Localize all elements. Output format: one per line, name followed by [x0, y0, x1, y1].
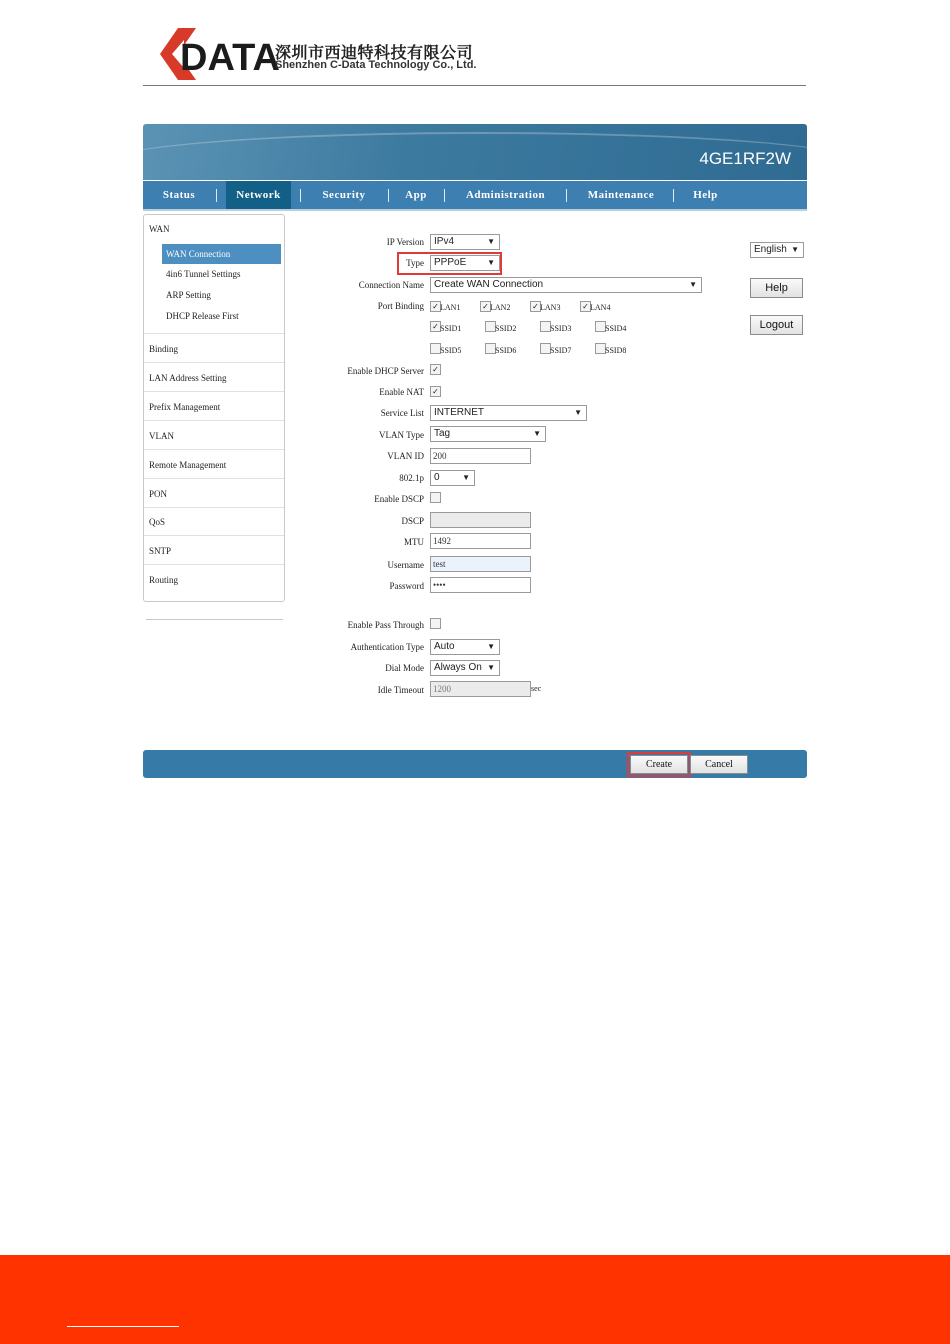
connection-name-value: Create WAN Connection: [434, 279, 544, 290]
password-label: Password: [389, 581, 424, 591]
nav-status[interactable]: Status: [162, 189, 196, 201]
vlan-id-label: VLAN ID: [387, 451, 424, 461]
nav-network[interactable]: Network: [226, 181, 291, 209]
lan1-label: LAN1: [440, 303, 461, 312]
idle-timeout-label: Idle Timeout: [377, 685, 424, 695]
nav-security[interactable]: Security: [322, 189, 366, 201]
language-value: English: [754, 244, 787, 255]
username-label: Username: [387, 560, 424, 570]
8021p-value: 0: [434, 472, 440, 483]
password-input[interactable]: ••••: [430, 577, 531, 593]
enable-dhcp-server-label: Enable DHCP Server: [347, 366, 424, 376]
enable-pass-through-label: Enable Pass Through: [347, 620, 424, 630]
sidebar-divider: [144, 362, 284, 363]
sidebar-divider: [144, 478, 284, 479]
enable-pass-through-checkbox[interactable]: [430, 618, 441, 629]
nav-separator: [673, 189, 674, 202]
sidebar-item-arp-setting[interactable]: ARP Setting: [166, 290, 211, 300]
main-nav: [143, 181, 807, 211]
lan2-checkbox[interactable]: ✓: [480, 301, 491, 312]
device-model: 4GE1RF2W: [699, 149, 791, 168]
footer-rule: [67, 1326, 179, 1327]
nav-separator: [216, 189, 217, 202]
lan3-label: LAN3: [540, 303, 561, 312]
dial-mode-label: Dial Mode: [385, 663, 424, 673]
idle-timeout-input[interactable]: 1200: [430, 681, 531, 697]
chevron-down-icon: ▼: [791, 245, 799, 254]
sidebar-divider: [144, 333, 284, 334]
chevron-down-icon: ▼: [487, 237, 495, 246]
sidebar-item-binding[interactable]: Binding: [149, 344, 179, 354]
company-name-cn: 深圳市西迪特科技有限公司: [275, 43, 474, 62]
auth-type-label: Authentication Type: [350, 642, 424, 652]
ssid5-label: SSID5: [440, 346, 462, 355]
lan4-checkbox[interactable]: ✓: [580, 301, 591, 312]
sidebar-item-remote-management[interactable]: Remote Management: [149, 460, 227, 470]
nav-separator: [566, 189, 567, 202]
8021p-label: 802.1p: [399, 473, 424, 483]
connection-name-label: Connection Name: [358, 280, 424, 290]
vlan-type-value: Tag: [434, 428, 451, 439]
language-select[interactable]: [750, 242, 804, 258]
help-button[interactable]: Help: [750, 278, 803, 298]
vlan-type-select[interactable]: [430, 426, 546, 442]
username-input[interactable]: test: [430, 556, 531, 572]
enable-dscp-checkbox[interactable]: [430, 492, 441, 503]
auth-type-value: Auto: [434, 641, 455, 652]
nav-help[interactable]: Help: [693, 189, 718, 201]
sidebar-item-pon[interactable]: PON: [149, 489, 168, 499]
lan2-label: LAN2: [490, 303, 511, 312]
sidebar-divider: [144, 507, 284, 508]
ip-version-label: IP Version: [386, 237, 424, 247]
chevron-down-icon: ▼: [486, 661, 495, 675]
dscp-label: DSCP: [401, 516, 424, 526]
idle-timeout-unit: sec: [531, 684, 542, 693]
vlan-id-input[interactable]: 200: [430, 448, 531, 464]
mtu-input[interactable]: 1492: [430, 533, 531, 549]
enable-dscp-label: Enable DSCP: [374, 494, 424, 504]
chevron-down-icon: ▼: [462, 473, 470, 482]
nav-maintenance[interactable]: Maintenance: [587, 189, 655, 201]
sidebar-item-wan[interactable]: WAN: [149, 224, 170, 234]
sidebar-item-prefix-management[interactable]: Prefix Management: [149, 402, 221, 412]
create-button[interactable]: Create: [630, 755, 688, 774]
sidebar-item-routing[interactable]: Routing: [149, 575, 179, 585]
nav-administration[interactable]: Administration: [465, 189, 546, 201]
ssid3-label: SSID3: [550, 324, 572, 333]
service-list-label: Service List: [380, 408, 424, 418]
sidebar-item-qos[interactable]: QoS: [149, 517, 166, 527]
sidebar-divider: [144, 420, 284, 421]
sidebar-divider: [144, 391, 284, 392]
ssid1-label: SSID1: [440, 324, 462, 333]
lan4-label: LAN4: [590, 303, 611, 312]
type-label: Type: [406, 258, 424, 268]
service-list-value: INTERNET: [434, 407, 484, 418]
ssid1-checkbox[interactable]: ✓: [430, 321, 441, 332]
sidebar-item-4in6-tunnel[interactable]: 4in6 Tunnel Settings: [166, 269, 241, 279]
chevron-down-icon: ▼: [487, 642, 495, 651]
sidebar-item-vlan[interactable]: VLAN: [149, 431, 174, 441]
ssid2-label: SSID2: [495, 324, 517, 333]
sidebar-item-dhcp-release-first[interactable]: DHCP Release First: [166, 311, 239, 321]
company-name-en: Shenzhen C-Data Technology Co., Ltd.: [275, 59, 477, 71]
port-binding-label: Port Binding: [377, 301, 424, 311]
mtu-label: MTU: [404, 537, 424, 547]
chevron-down-icon: ▼: [689, 280, 697, 289]
ssid7-label: SSID7: [550, 346, 572, 355]
cancel-button[interactable]: Cancel: [690, 755, 748, 774]
chevron-down-icon: ▼: [574, 408, 582, 417]
sidebar-divider: [144, 564, 284, 565]
service-list-select[interactable]: [430, 405, 587, 421]
sidebar: [143, 214, 285, 602]
nav-separator: [300, 189, 301, 202]
vlan-type-label: VLAN Type: [379, 430, 424, 440]
sidebar-divider: [144, 449, 284, 450]
dial-mode-value: Always On: [434, 662, 482, 673]
sidebar-divider: [144, 535, 284, 536]
type-select[interactable]: [430, 255, 500, 271]
auth-type-select[interactable]: [430, 639, 500, 655]
enable-nat-label: Enable NAT: [379, 387, 424, 397]
enable-dhcp-server-checkbox[interactable]: ✓: [430, 364, 441, 375]
dial-mode-select[interactable]: [430, 660, 500, 676]
8021p-select[interactable]: [430, 470, 475, 486]
sidebar-item-sntp[interactable]: SNTP: [149, 546, 172, 556]
sidebar-item-wan-connection[interactable]: WAN Connection: [162, 244, 281, 264]
logo-wordmark: DATA: [180, 37, 280, 79]
ssid6-label: SSID6: [495, 346, 517, 355]
sidebar-item-lan-address[interactable]: LAN Address Setting: [149, 373, 227, 383]
ip-version-value: IPv4: [434, 236, 455, 247]
connection-name-select[interactable]: [430, 277, 702, 293]
nav-app[interactable]: App: [405, 189, 427, 201]
logout-button[interactable]: Logout: [750, 315, 803, 335]
banner: [143, 124, 807, 180]
ip-version-select[interactable]: [430, 234, 500, 250]
lan3-checkbox[interactable]: ✓: [530, 301, 541, 312]
header-divider: [143, 85, 806, 86]
chevron-down-icon: ▼: [487, 258, 495, 267]
dscp-input[interactable]: [430, 512, 531, 528]
lan1-checkbox[interactable]: ✓: [430, 301, 441, 312]
ssid8-label: SSID8: [605, 346, 627, 355]
sidebar-bottom-rule: [146, 619, 283, 620]
enable-nat-checkbox[interactable]: ✓: [430, 386, 441, 397]
page-footer-band: [0, 1255, 950, 1344]
type-value: PPPoE: [434, 257, 467, 268]
nav-separator: [388, 189, 389, 202]
ssid4-label: SSID4: [605, 324, 627, 333]
nav-separator: [444, 189, 445, 202]
chevron-down-icon: ▼: [533, 429, 541, 438]
